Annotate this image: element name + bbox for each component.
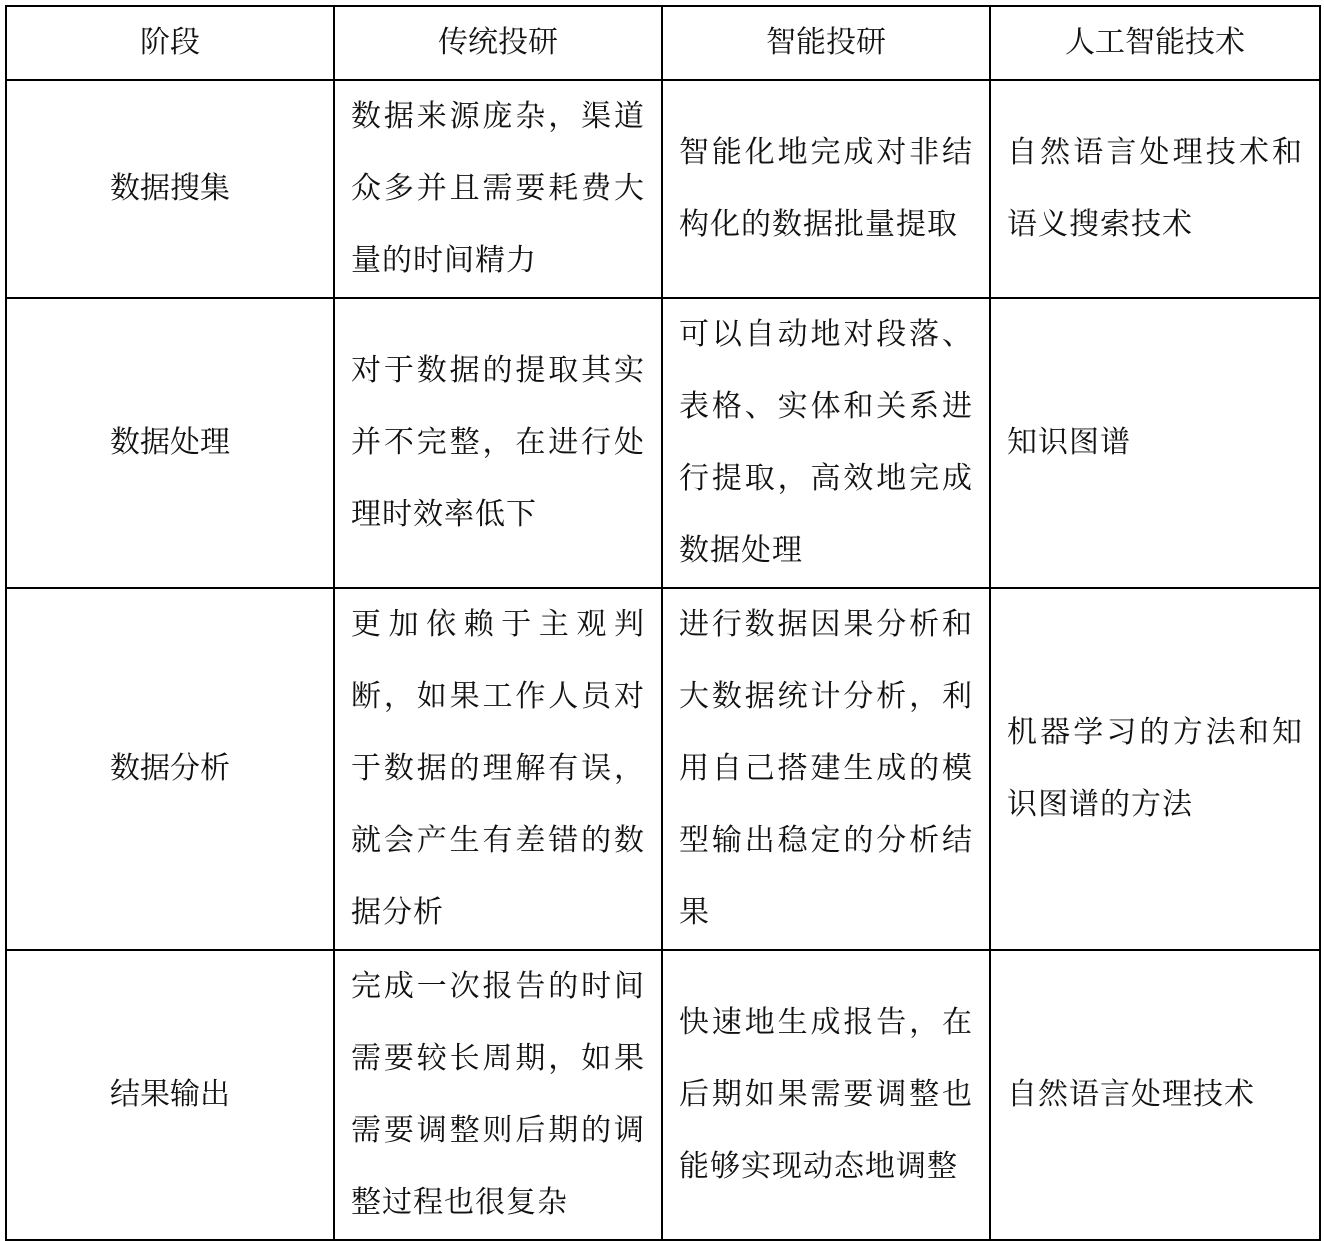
header-ai-technology: 人工智能技术: [990, 6, 1320, 80]
traditional-cell: 对于数据的提取其实并不完整，在进行处理时效率低下: [334, 298, 662, 588]
traditional-cell: 数据来源庞杂，渠道众多并且需要耗费大量的时间精力: [334, 80, 662, 298]
ai-tech-cell: 自然语言处理技术: [990, 950, 1320, 1240]
intelligent-cell: 智能化地完成对非结构化的数据批量提取: [662, 80, 990, 298]
header-stage: 阶段: [6, 6, 334, 80]
ai-tech-cell: 知识图谱: [990, 298, 1320, 588]
table-row: [6, 950, 1320, 1240]
table-row: [6, 80, 1320, 298]
ai-tech-cell: 机器学习的方法和知识图谱的方法: [990, 588, 1320, 950]
stage-cell: 数据搜集: [6, 80, 334, 298]
table-row: [6, 298, 1320, 588]
header-traditional-research: 传统投研: [334, 6, 662, 80]
intelligent-cell: 快速地生成报告，在后期如果需要调整也能够实现动态地调整: [662, 950, 990, 1240]
traditional-cell: 完成一次报告的时间需要较长周期，如果需要调整则后期的调整过程也很复杂: [334, 950, 662, 1240]
stage-cell: 数据分析: [6, 588, 334, 950]
stage-cell: 结果输出: [6, 950, 334, 1240]
intelligent-cell: 可以自动地对段落、表格、实体和关系进行提取，高效地完成数据处理: [662, 298, 990, 588]
traditional-cell: 更加依赖于主观判断，如果工作人员对于数据的理解有误，就会产生有差错的数据分析: [334, 588, 662, 950]
header-intelligent-research: 智能投研: [662, 6, 990, 80]
ai-tech-cell: 自然语言处理技术和语义搜索技术: [990, 80, 1320, 298]
comparison-table: [5, 5, 1321, 1241]
table-row: [6, 588, 1320, 950]
intelligent-cell: 进行数据因果分析和大数据统计分析，利用自己搭建生成的模型输出稳定的分析结果: [662, 588, 990, 950]
stage-cell: 数据处理: [6, 298, 334, 588]
table-header-row: [6, 6, 1320, 80]
